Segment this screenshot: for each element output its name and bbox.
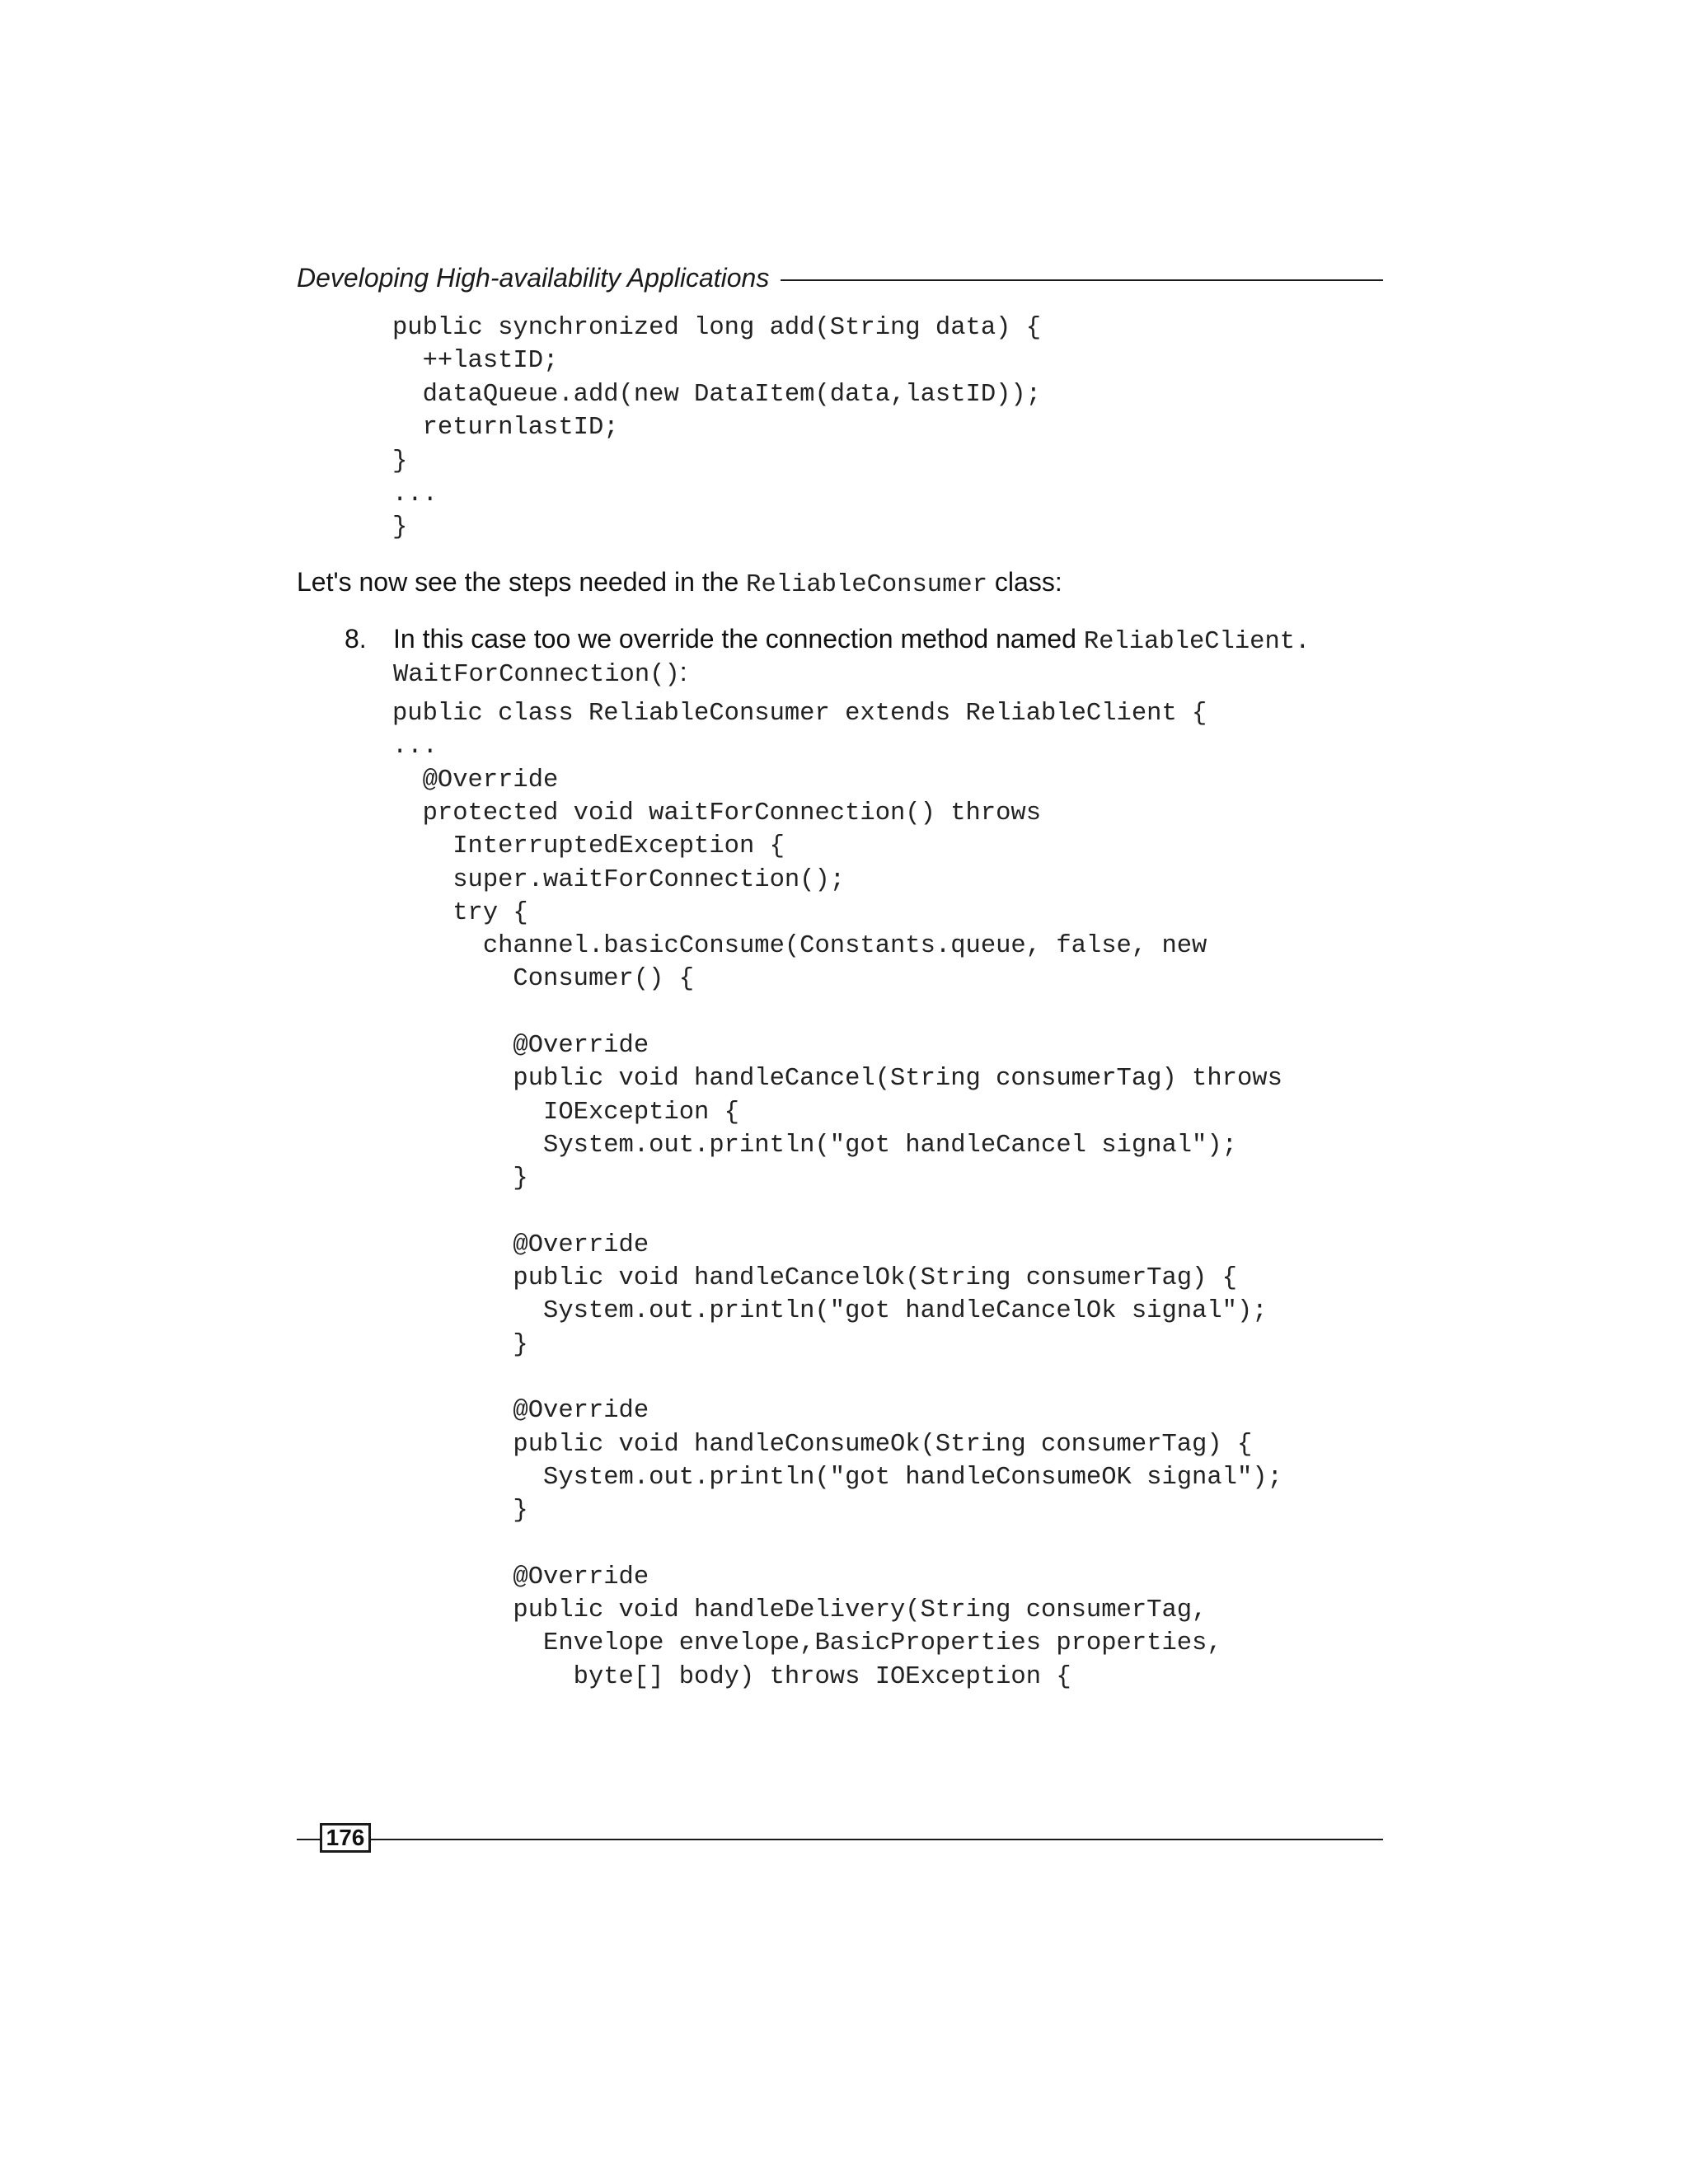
code-line: @Override — [392, 1397, 649, 1426]
code-line: } — [392, 1497, 528, 1526]
code-line: } — [392, 513, 408, 542]
code-line: public class ReliableConsumer extends ReliableClient { — [392, 700, 1207, 728]
footer-rule-right — [371, 1839, 1383, 1840]
step-8-code-part-1: ReliableClient. — [1083, 628, 1311, 656]
step-8-text: In this case too we override the connection method named — [393, 624, 1084, 654]
code-line: protected void waitForConnection() throws — [392, 799, 1042, 827]
footer-rule-left — [297, 1839, 320, 1840]
code-line: public void handleConsumeOk(String consumerTag) { — [392, 1430, 1253, 1459]
code-line: public synchronized long add(String data) { — [392, 314, 1042, 342]
code-line: super.waitForConnection(); — [392, 865, 846, 894]
code-line: @Override — [392, 1230, 649, 1259]
code-line: } — [392, 1330, 528, 1359]
code-line: channel.basicConsume(Constants.queue, false, new — [392, 932, 1207, 961]
code-line: try { — [392, 898, 528, 927]
code-line: Consumer() { — [392, 965, 695, 994]
code-line: returnlastID; — [392, 414, 619, 443]
step-8-code-part-2: WaitForConnection() — [393, 661, 680, 689]
page-footer — [297, 1823, 1383, 1856]
page-number: 176 — [320, 1823, 371, 1853]
code-line: ... — [392, 480, 438, 509]
code-line: Envelope envelope,BasicProperties properties, — [392, 1629, 1222, 1658]
code-line: @Override — [392, 1563, 649, 1591]
code-line: ... — [392, 733, 438, 762]
code-line: public void handleDelivery(String consumerTag, — [392, 1596, 1207, 1625]
code-line: System.out.println("got handleConsumeOK signal"); — [392, 1463, 1282, 1492]
code-line: } — [392, 1165, 528, 1193]
code-line: @Override — [392, 766, 559, 794]
step-8-text-line-1 — [393, 622, 1310, 658]
chapter-title: Developing High-availability Applications — [297, 262, 770, 293]
code-line: ++lastID; — [392, 347, 559, 376]
code-line: InterruptedException { — [392, 832, 785, 861]
intro-class-name: ReliableConsumer — [746, 571, 988, 599]
code-line: @Override — [392, 1032, 649, 1060]
code-line: byte[] body) throws IOException { — [392, 1662, 1071, 1691]
code-line: System.out.println("got handleCancelOk signal"); — [392, 1297, 1268, 1326]
intro-paragraph — [297, 565, 1062, 602]
code-line: IOException { — [392, 1098, 739, 1127]
code-line: } — [392, 447, 408, 476]
code-line: dataQueue.add(new DataItem(data,lastID)); — [392, 380, 1042, 409]
intro-text-after: class: — [987, 567, 1062, 597]
code-line: public void handleCancelOk(String consumerTag) { — [392, 1264, 1237, 1293]
code-line: System.out.println("got handleCancel signal"); — [392, 1131, 1237, 1160]
intro-text-before: Let's now see the steps needed in the — [297, 567, 747, 597]
code-line: public void handleCancel(String consumerTag) throws — [392, 1065, 1282, 1094]
running-header — [297, 257, 1383, 298]
step-8-text-after: : — [679, 657, 687, 687]
header-rule — [781, 279, 1383, 281]
step-8-text-line-2 — [393, 655, 687, 691]
step-number: 8. — [345, 624, 367, 654]
